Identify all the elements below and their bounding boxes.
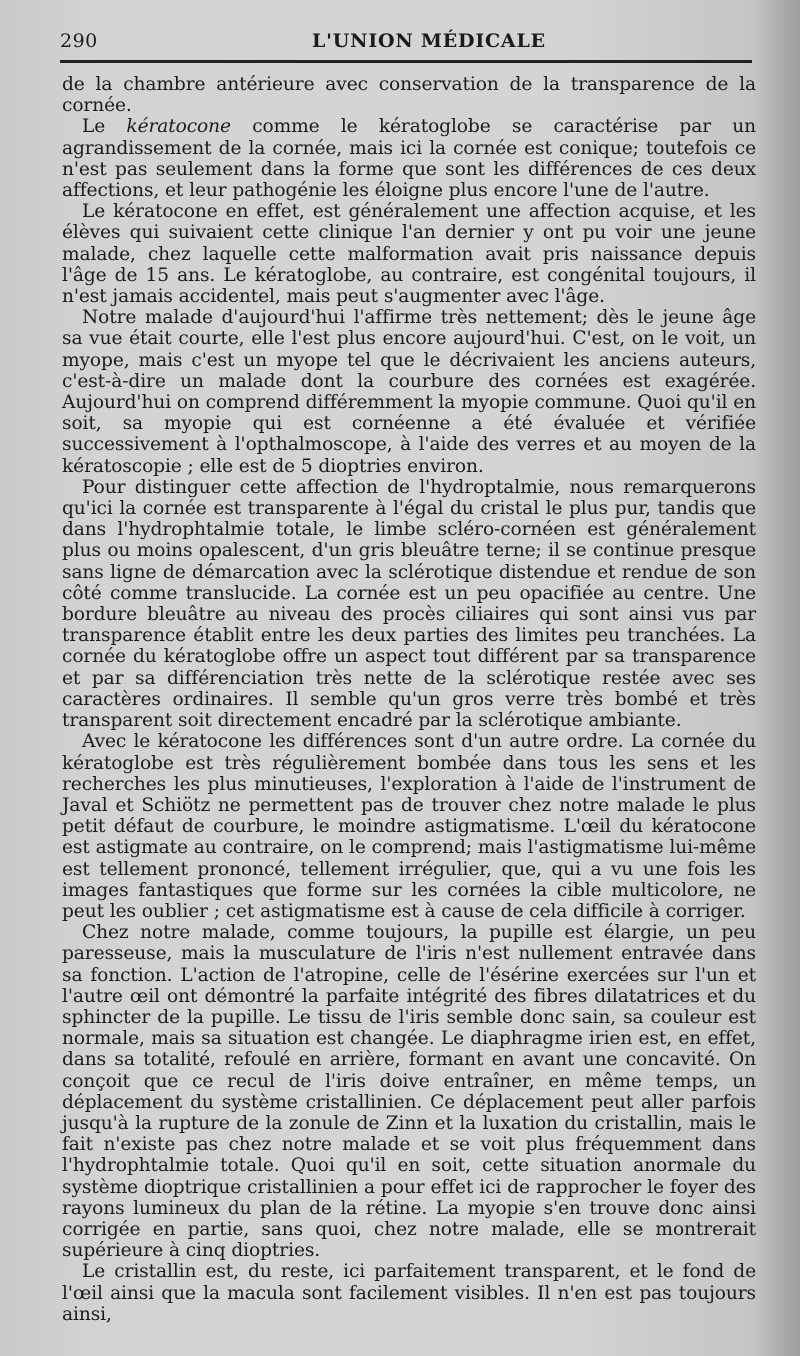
page-number: 290: [60, 30, 98, 52]
paragraph-8: Le cristallin est, du reste, ici parfaitement transparent, et le fond de l'œil ainsi que la macula sont facilement visibles. Il n'en est pas toujours ainsi,: [62, 1261, 756, 1325]
paragraph-2: [62, 116, 756, 201]
paragraph-2-rest: comme le kératoglobe se caractérise par un agrandissement de la cornée, mais ici la cornée est conique; toutefois ce n'est pas seulement dans la forme que sont les différences de ces deux affections, et leur pathogénie les éloigne plus encore l'une de l'autre.: [62, 116, 756, 202]
paragraph-1: de la chambre antérieure avec conservation de la transparence de la cornée.: [62, 74, 756, 117]
paragraph-2-start: Le: [82, 116, 127, 138]
paragraph-6: Avec le kératocone les différences sont d'un autre ordre. La cornée du kératoglobe est très régulièrement bombée dans tous les sens et les recherches les plus minutieuses, l'exploration à l'aide de l'instrument de Javal et Schiötz ne permettent pas de trouver chez notre malade le plus petit défaut de courbure, le moindre astigmatisme. L'œil du kératocone est astigmate au contraire, on le comprend; mais l'astigmatisme lui-même est tellement prononcé, tellement irrégulier, que, qui a vu une fois les images fantastiques que forme sur les cornées la cible multicolore, ne peut les oublier ; cet astigmatisme est à cause de cela difficile à corriger.: [62, 731, 756, 922]
paragraph-4: Notre malade d'aujourd'hui l'affirme très nettement; dès le jeune âge sa vue était courte, elle l'est plus encore aujourd'hui. C'est, on le voit, un myope, mais c'est un myope tel que le décrivaient les anciens auteurs, c'est-à-dire un malade dont la courbure des cornées est exagérée. Aujourd'hui on comprend différemment la myopie commune. Quoi qu'il en soit, sa myopie qui est cornéenne a été évaluée et vérifiée successivement à l'opthalmoscope, à l'aide des verres et au moyen de la kératoscopie ; elle est de 5 dioptries environ.: [62, 307, 756, 477]
body-text: [62, 74, 756, 1325]
running-head: [60, 30, 752, 60]
journal-title: L'UNION MÉDICALE: [312, 30, 546, 52]
paragraph-5: Pour distinguer cette affection de l'hydroptalmie, nous remarquerons qu'ici la cornée est transparente à l'égal du cristal le plus pur, tandis que dans l'hydrophtalmie totale, le limbe scléro-cornéen est généralement plus ou moins opalescent, d'un gris bleuâtre terne; il se continue presque sans ligne de démarcation avec la sclérotique distendue et rendue de son côté comme translucide. La cornée est un peu opacifiée au centre. Une bordure bleuâtre au niveau des procès ciliaires qui sont ainsi vus par transparence établit entre les deux parties des limites peu tranchées. La cornée du kératoglobe offre un aspect tout différent par sa transparence et par sa différenciation très nette de la sclérotique restée avec ses caractères ordinaires. Il semble qu'un gros verre très bombé et très transparent soit directement encadré par la sclérotique ambiante.: [62, 476, 756, 732]
paragraph-7: Chez notre malade, comme toujours, la pupille est élargie, un peu paresseuse, mais la musculature de l'iris n'est nullement entravée dans sa fonction. L'action de l'atropine, celle de l'ésérine exercées sur l'un et l'autre œil ont démontré la parfaite intégrité des fibres dilatatrices et du sphincter de la pupille. Le tissu de l'iris semble donc sain, sa couleur est normale, mais sa situation est changée. Le diaphragme irien est, en effet, dans sa totalité, refoulé en arrière, formant en avant une concavité. On conçoit que ce recul de l'iris doive entraîner, en même temps, un déplacement du système cristallinien. Ce déplacement peut aller parfois jusqu'à la rupture de la zonule de Zinn et la luxation du cristallin, mais le fait n'existe pas chez notre malade et se voit plus fréquemment dans l'hydrophtalmie totale. Quoi qu'il en soit, cette situation anormale du système dioptrique cristallinien a pour effet ici de rapprocher le foyer des rayons lumineux du plan de la rétine. La myopie s'en trouve donc ainsi corrigée en partie, sans quoi, chez notre malade, elle se montrerait supérieure à cinq dioptries.: [62, 922, 756, 1262]
paragraph-3: Le kératocone en effet, est généralement une affection acquise, et les élèves qui suivaient cette clinique l'an dernier y ont pu voir une jeune malade, chez laquelle cette malformation avait pris naissance depuis l'âge de 15 ans. Le kératoglobe, au contraire, est congénital toujours, il n'est jamais accidentel, mais peut s'augmenter avec l'âge.: [62, 201, 756, 308]
term-keratocone: kératocone: [126, 116, 231, 138]
header-rule: [60, 60, 752, 63]
